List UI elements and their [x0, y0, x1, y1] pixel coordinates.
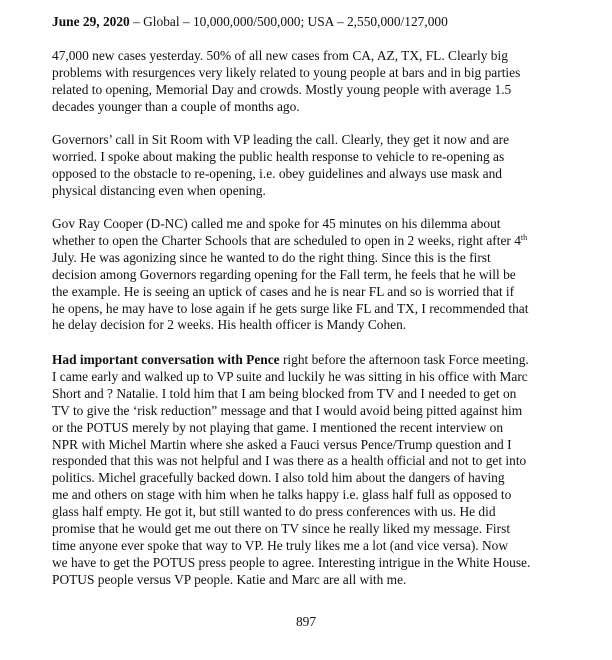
paragraph-pence-conversation — [52, 352, 592, 589]
text-line: time anyone ever spoke that way to VP. He truly likes me a lot (and vice versa). Now — [52, 537, 509, 553]
text-line: promise that he would get me out there on TV since he really liked my message. First — [52, 521, 511, 537]
text-line: glass half empty. He got it, but still wanted to do press conferences with us. He did — [52, 504, 496, 520]
text-line: I came early and walked up to VP suite and luckily he was sitting in his office with Marc — [52, 368, 528, 384]
text-line: the example. He is seeing an uptick of cases and he is near FL and so is worried that if — [52, 283, 515, 299]
text-line: Had important conversation with Pence right before the afternoon task Force meeting. — [52, 352, 529, 367]
paragraph-new-cases — [52, 48, 592, 116]
text-line: Governors’ call in Sit Room with VP leading the call. Clearly, they get it now and are — [52, 132, 510, 147]
text-line: he delay decision for 2 weeks. His health officer is Mandy Cohen. — [52, 317, 407, 333]
text-line: decades younger than a couple of months ago. — [52, 98, 300, 114]
bold-lead: Had important conversation with Pence — [52, 352, 280, 367]
text-line: we have to get the POTUS press people to agree. Interesting intrigue in the White House. — [52, 554, 531, 570]
text-line: responded that this was not helpful and I was there as a health official and not to get into — [52, 453, 527, 469]
text-line: 47,000 new cases yesterday. 50% of all new cases from CA, AZ, TX, FL. Clearly big — [52, 48, 508, 63]
page-number: 897 — [295, 614, 317, 629]
paragraph-governors-call — [52, 132, 592, 200]
text-line: Gov Ray Cooper (D-NC) called me and spoke for 45 minutes on his dilemma about — [52, 216, 501, 231]
text-line: opposed to the obstacle to re-opening, i.e. obey guidelines and always use mask and — [52, 165, 502, 181]
text-line: Short and ? Natalie. I told him that I am being blocked from TV and I needed to get on — [52, 385, 517, 401]
paragraph-gov-cooper — [52, 216, 592, 334]
text-line: or the POTUS merely by not playing that game. I mentioned the recent interview on — [52, 419, 504, 435]
text-line: decision among Governors regarding opening for the Fall term, he feels that he will be — [52, 266, 516, 282]
text-line: POTUS people versus VP people. Katie and Marc are all with me. — [52, 571, 407, 587]
entry-date: June 29, 2020 — [52, 14, 130, 29]
entry-header — [52, 14, 592, 31]
text-line: politics. Michel gracefully backed down. I also told him about the dangers of having — [52, 470, 505, 486]
text-line: whether to open the Charter Schools that are scheduled to open in 2 weeks, right after 4th — [52, 232, 528, 248]
case-stats: – Global – 10,000,000/500,000; USA – 2,550,000/127,000 — [129, 14, 448, 29]
text-line: July. He was agonizing since he wanted to do the right thing. Since this is the first — [52, 249, 491, 265]
text-line: physical distancing even when opening. — [52, 182, 266, 198]
ordinal-superscript: th — [520, 232, 528, 242]
text-line: he opens, he may have to lose again if he gets surge like FL and TX, I recommended that — [52, 300, 529, 316]
text-line: me and others on stage with him when he talks happy i.e. glass half full as opposed to — [52, 487, 512, 503]
text-line: problems with resurgences very likely related to young people at bars and in big parties — [52, 64, 521, 80]
text-line: related to opening, Memorial Day and crowds. Mostly young people with average 1.5 — [52, 81, 512, 97]
text-line: NPR with Michel Martin where she asked a Fauci versus Pence/Trump question and I — [52, 436, 512, 452]
text-line: TV to give the ‘risk reduction” message and that I would avoid being pitted against him — [52, 402, 523, 418]
text-line: worried. I spoke about making the public health response to vehicle to re-opening as — [52, 148, 505, 164]
